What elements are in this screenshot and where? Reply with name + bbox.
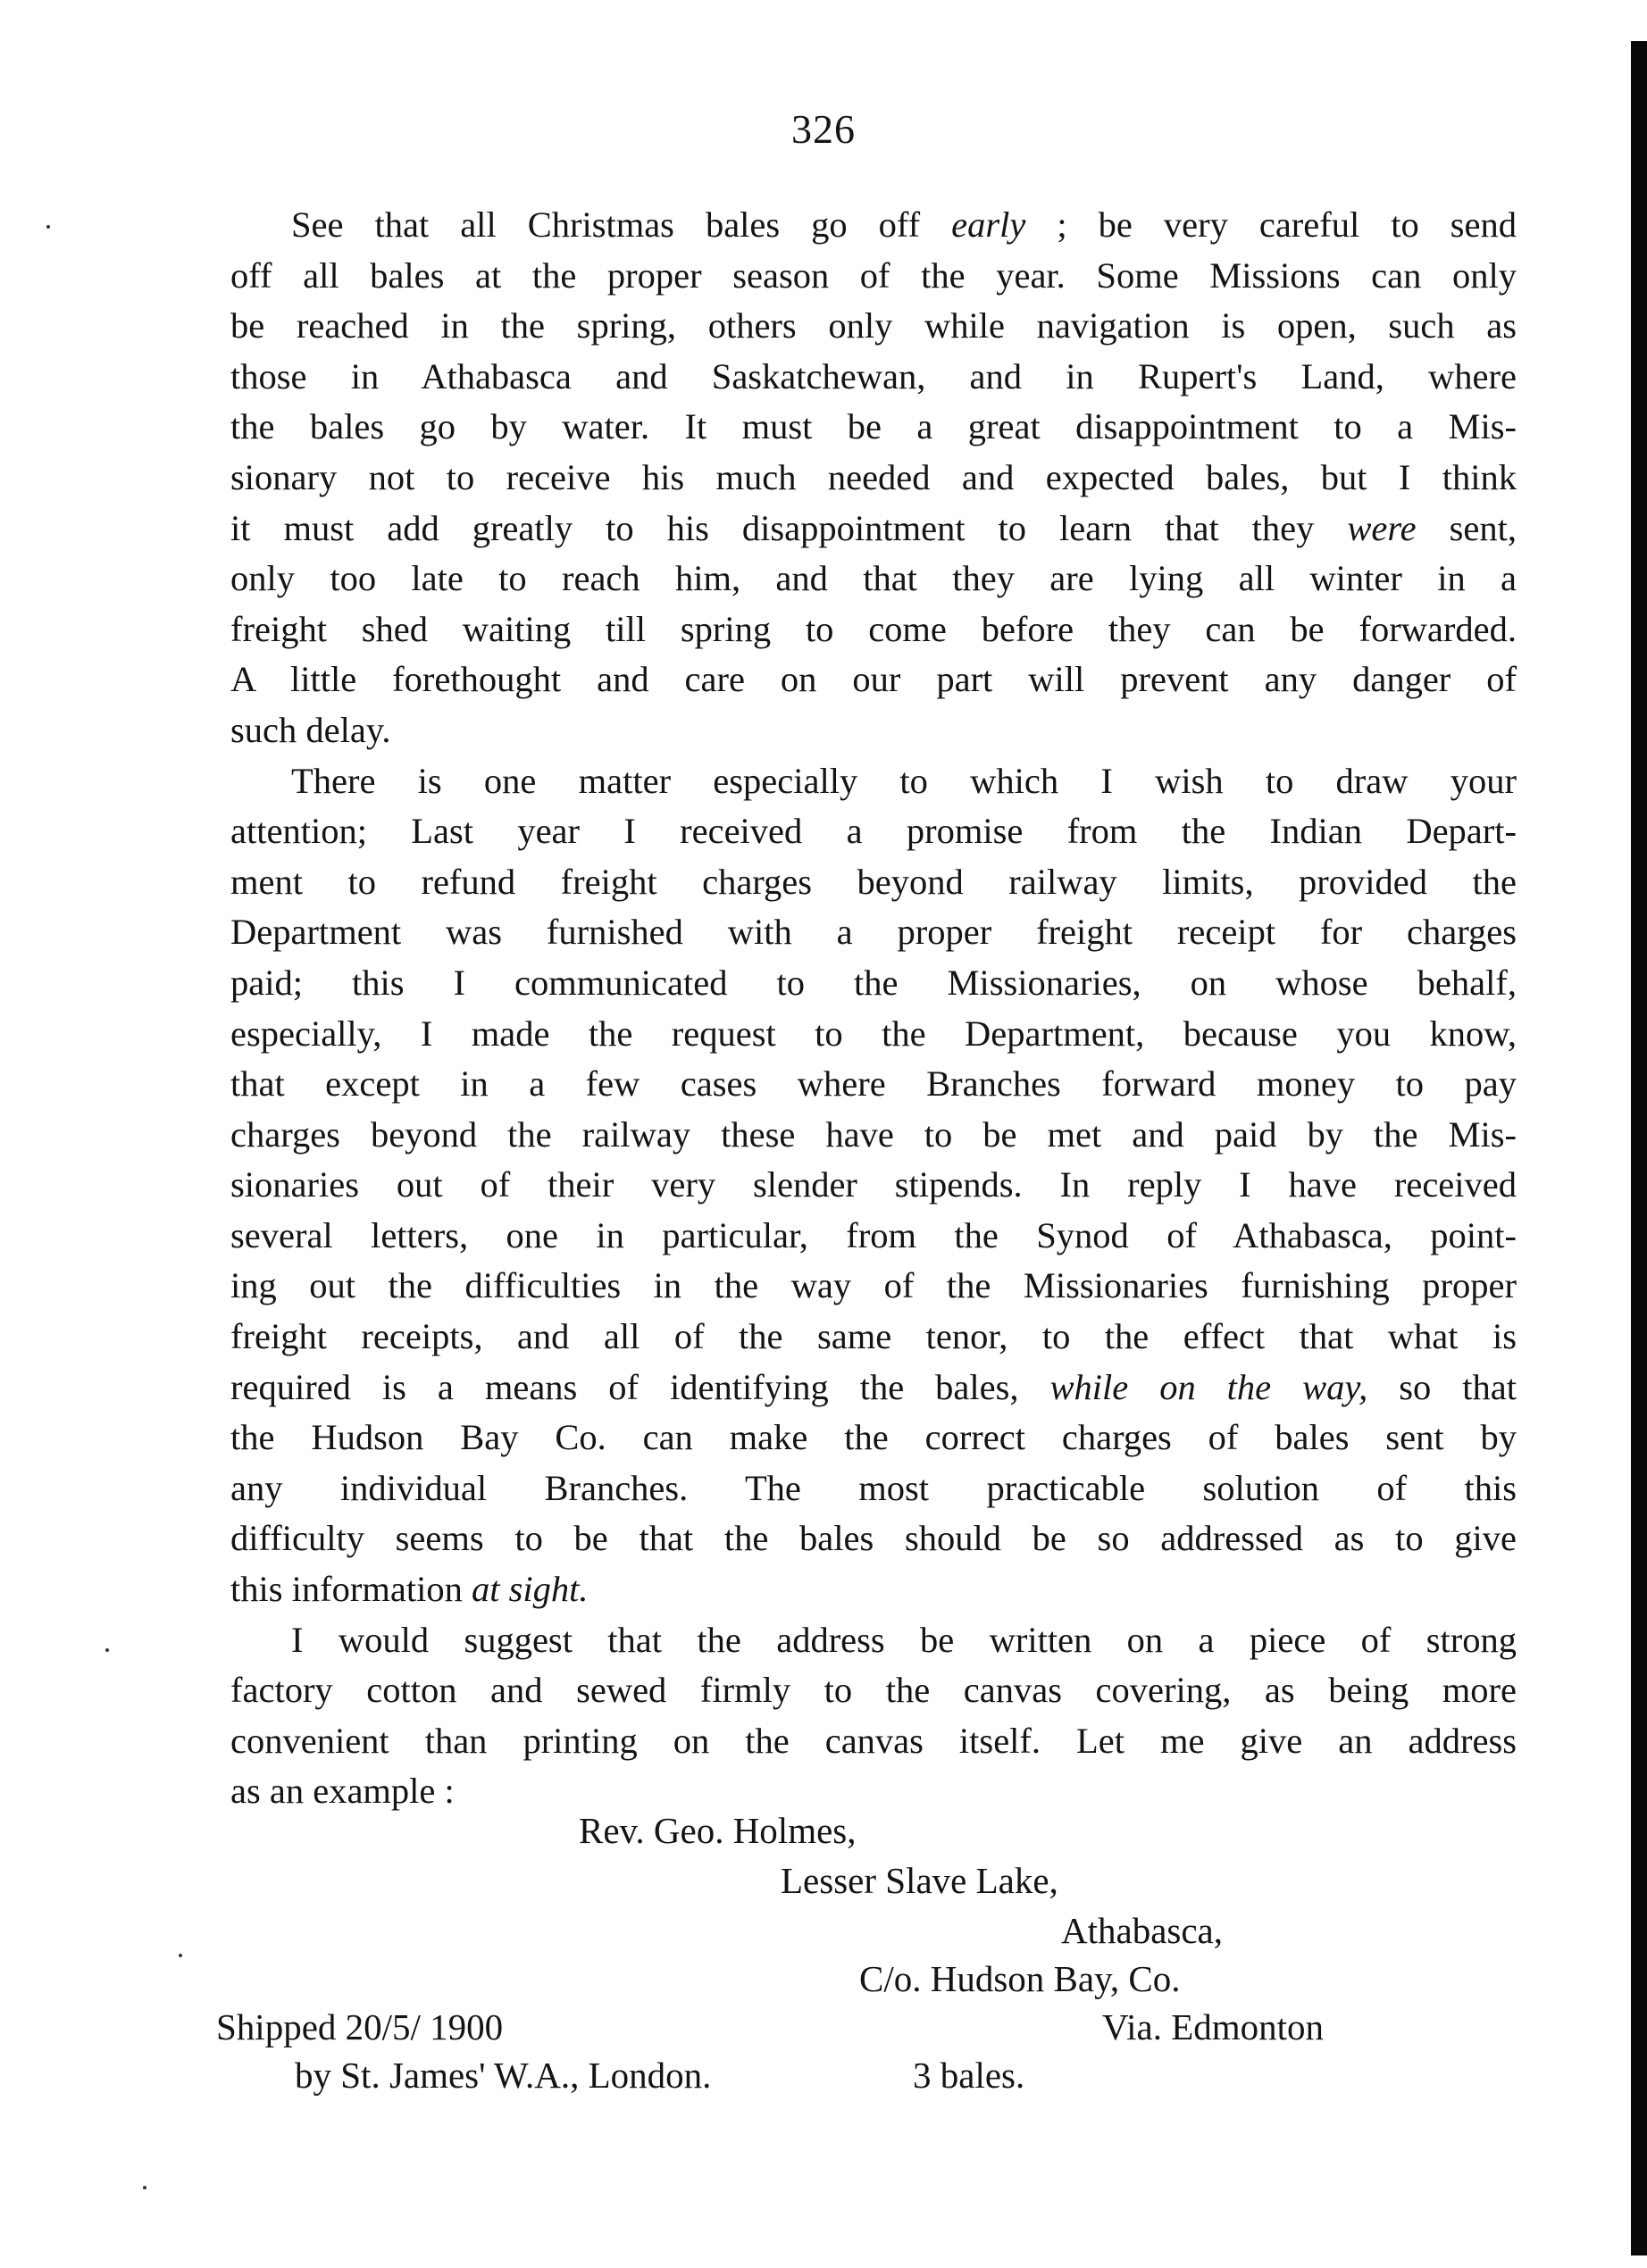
text-line — [230, 1564, 1517, 1615]
text-line — [230, 1615, 1517, 1666]
text-line — [230, 554, 1517, 605]
italic-text: while on the way, — [1049, 1366, 1368, 1407]
text-line — [230, 1716, 1517, 1767]
text-line — [230, 1363, 1517, 1413]
scan-edge-shadow — [1631, 41, 1647, 2255]
text-run: There is one matter especially to which I wish to draw your — [291, 760, 1517, 801]
text-run: required is a means of identifying the bales, — [230, 1366, 1050, 1407]
text-line — [230, 1463, 1517, 1514]
text-line — [230, 857, 1517, 908]
text-line — [230, 251, 1517, 302]
text-run: several letters, one in particular, from the Synod of Athabasca, point- — [230, 1214, 1517, 1255]
address-place: Lesser Slave Lake, — [781, 1860, 1058, 1901]
text-line — [230, 705, 1517, 756]
text-run: Department was furnished with a proper freight receipt for charges — [230, 912, 1517, 953]
address-via: Via. Edmonton — [1102, 2006, 1325, 2047]
text-run: ; be very careful to send — [1025, 204, 1517, 245]
text-line — [230, 1766, 1517, 1817]
text-line — [230, 1513, 1517, 1564]
text-run: charges beyond the railway these have to be met and paid by the Mis- — [230, 1113, 1517, 1155]
page-number: 326 — [791, 106, 856, 152]
text-run: convenient than printing on the canvas itself. Let me give an address — [230, 1720, 1517, 1761]
scan-speck — [143, 2186, 146, 2189]
text-run: it must add greatly to his disappointment to learn that they — [230, 507, 1348, 548]
text-line — [230, 1160, 1517, 1211]
text-line — [230, 352, 1517, 403]
text-run: freight receipts, and all of the same tenor, to the effect that what is — [230, 1316, 1517, 1357]
text-line — [230, 907, 1517, 958]
text-run: attention; Last year I received a promise from the Indian Depart- — [230, 811, 1517, 852]
text-run: difficulty seems to be that the bales should be so addressed as to give — [230, 1518, 1517, 1559]
text-run: off all bales at the proper season of the year. Some Missions can only — [230, 254, 1517, 296]
letter-body — [230, 200, 1517, 1817]
address-name: Rev. Geo. Holmes, — [579, 1810, 857, 1851]
text-line — [230, 1413, 1517, 1463]
shipped-date: Shipped 20/5/ 1900 — [216, 2006, 504, 2047]
text-line — [230, 605, 1517, 655]
text-run: the Hudson Bay Co. can make the correct charges of bales sent by — [230, 1417, 1517, 1458]
text-line — [230, 958, 1517, 1009]
address-region: Athabasca, — [1061, 1910, 1223, 1951]
text-run: such delay. — [230, 709, 391, 750]
text-run: sent, — [1416, 507, 1517, 548]
text-run: paid; this I communicated to the Missionaries, on whose behalf, — [230, 962, 1517, 1003]
text-run: A little forethought and care on our part will prevent any danger of — [230, 659, 1517, 700]
text-line — [230, 1261, 1517, 1312]
italic-text: at sight. — [471, 1569, 589, 1610]
text-run: factory cotton and sewed firmly to the canvas covering, as being more — [230, 1670, 1517, 1711]
text-run: See that all Christmas bales go off — [291, 204, 952, 245]
text-run: be reached in the spring, others only while navigation is open, such as — [230, 305, 1517, 346]
text-line — [230, 402, 1517, 453]
text-run: sionaries out of their very slender stipends. In reply I have received — [230, 1164, 1517, 1205]
text-run: especially, I made the request to the Department, because you know, — [230, 1013, 1517, 1054]
text-run: as an example : — [230, 1771, 455, 1812]
text-run: that except in a few cases where Branches forward money to pay — [230, 1063, 1517, 1105]
address-care-of: C/o. Hudson Bay, Co. — [859, 1958, 1181, 1999]
text-run: ing out the difficulties in the way of the Missionaries furnishing proper — [230, 1265, 1517, 1306]
text-line — [230, 504, 1517, 554]
text-run: those in Athabasca and Saskatchewan, and in Rupert's Land, where — [230, 355, 1517, 396]
scan-speck — [46, 225, 50, 229]
text-line — [230, 1665, 1517, 1716]
scan-speck — [179, 1954, 182, 1957]
text-line — [230, 1110, 1517, 1161]
text-run: freight shed waiting till spring to come before they can be forwarded. — [230, 608, 1517, 649]
text-line — [230, 806, 1517, 857]
text-line — [230, 655, 1517, 705]
text-line — [230, 200, 1517, 251]
shipping-sender: by St. James' W.A., London. — [295, 2055, 712, 2096]
scan-speck — [105, 1648, 109, 1652]
text-run: any individual Branches. The most practicable solution of this — [230, 1467, 1517, 1508]
bale-count: 3 bales. — [913, 2055, 1025, 2096]
text-line — [230, 756, 1517, 807]
text-run: so that — [1367, 1366, 1517, 1407]
italic-text: were — [1347, 507, 1417, 548]
text-run: ment to refund freight charges beyond railway limits, provided the — [230, 861, 1517, 902]
text-line — [230, 301, 1517, 352]
text-line — [230, 453, 1517, 504]
text-line — [230, 1059, 1517, 1110]
text-run: sionary not to receive his much needed and expected bales, but I think — [230, 456, 1517, 497]
text-run: the bales go by water. It must be a great disappointment to a Mis- — [230, 406, 1517, 447]
text-line — [230, 1009, 1517, 1060]
text-run: only too late to reach him, and that they are lying all winter in a — [230, 558, 1517, 599]
text-run: I would suggest that the address be written on a piece of strong — [291, 1619, 1517, 1660]
italic-text: early — [951, 204, 1026, 245]
text-line — [230, 1211, 1517, 1262]
text-line — [230, 1312, 1517, 1363]
text-run: this information — [230, 1569, 472, 1610]
